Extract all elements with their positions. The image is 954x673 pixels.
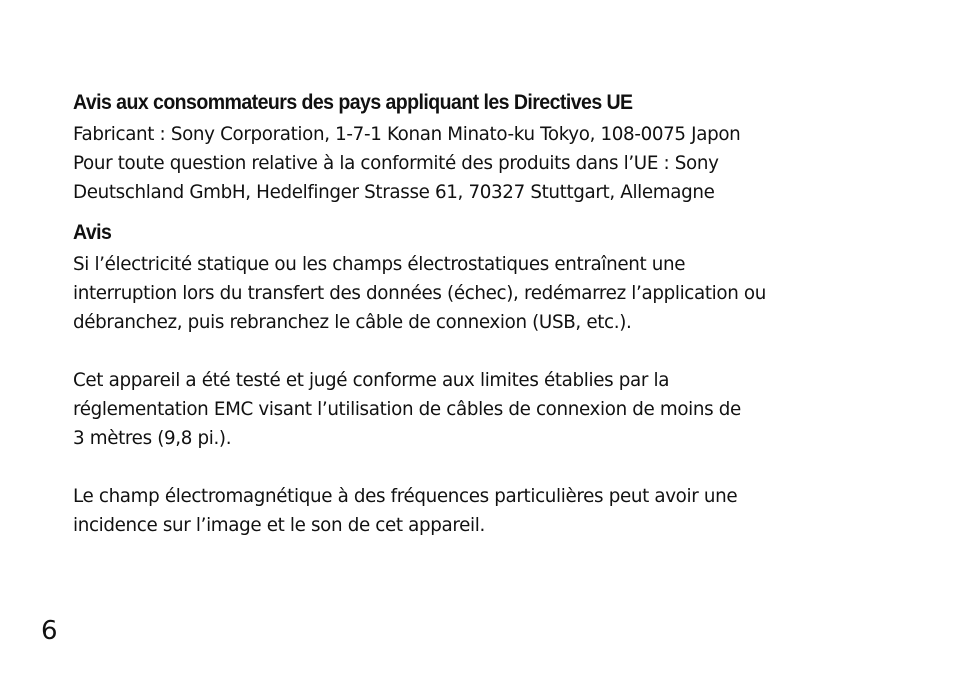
eu-directives-heading: Avis aux consommateurs des pays appliquant les Directives UE bbox=[73, 91, 633, 114]
eu-contact-line: Pour toute question relative à la conformité des produits dans l’UE : Sony bbox=[73, 153, 719, 174]
static-electricity-paragraph bbox=[73, 250, 933, 337]
avis-heading: Avis bbox=[73, 221, 112, 244]
emc-compliance-paragraph bbox=[73, 366, 933, 453]
paragraph-line: Si l’électricité statique ou les champs électrostatiques entraînent une bbox=[73, 254, 686, 275]
manufacturer-line: Fabricant : Sony Corporation, 1-7-1 Konan Minato-ku Tokyo, 108-0075 Japon bbox=[73, 124, 741, 145]
avis-section bbox=[73, 218, 933, 540]
page-number: 6 bbox=[41, 616, 58, 646]
paragraph-spacer bbox=[73, 453, 933, 482]
manufacturer-paragraph bbox=[73, 120, 933, 207]
paragraph-line: réglementation EMC visant l’utilisation de câbles de connexion de moins de bbox=[73, 399, 741, 420]
eu-address-line: Deutschland GmbH, Hedelfinger Strasse 61, 70327 Stuttgart, Allemagne bbox=[73, 182, 715, 203]
document-content bbox=[73, 88, 933, 540]
eu-directives-section bbox=[73, 88, 933, 207]
paragraph-line: 3 mètres (9,8 pi.). bbox=[73, 428, 232, 449]
paragraph-line: interruption lors du transfert des données (échec), redémarrez l’application ou bbox=[73, 283, 767, 304]
paragraph-line: Le champ électromagnétique à des fréquences particulières peut avoir une bbox=[73, 486, 738, 507]
paragraph-spacer bbox=[73, 337, 933, 366]
paragraph-line: Cet appareil a été testé et jugé conforme aux limites établies par la bbox=[73, 370, 670, 391]
paragraph-line: incidence sur l’image et le son de cet appareil. bbox=[73, 515, 485, 536]
paragraph-line: débranchez, puis rebranchez le câble de connexion (USB, etc.). bbox=[73, 312, 632, 333]
electromagnetic-field-paragraph bbox=[73, 482, 933, 540]
